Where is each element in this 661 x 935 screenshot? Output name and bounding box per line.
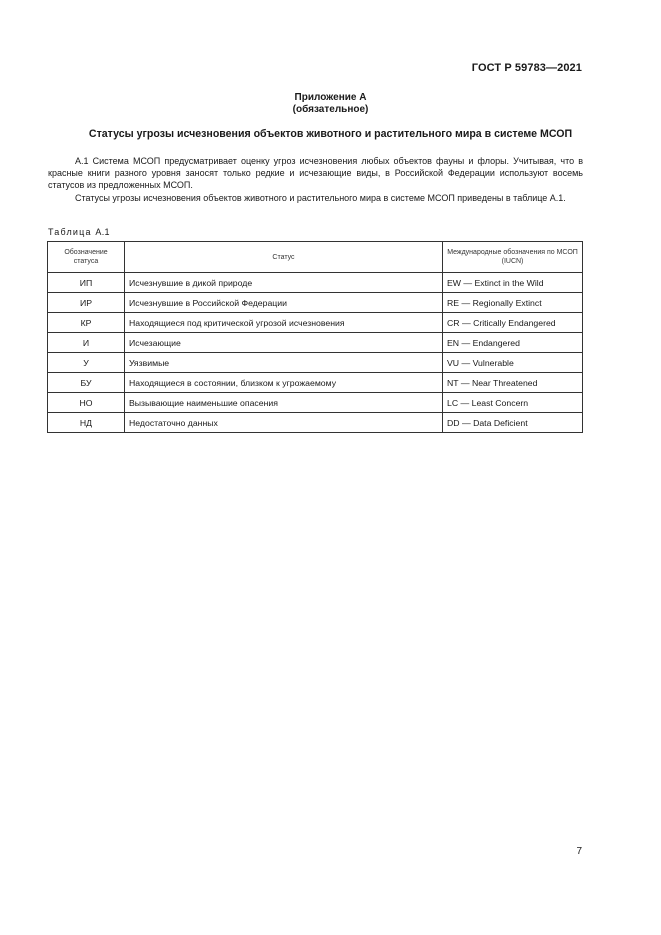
section-title: Статусы угрозы исчезновения объектов животного и растительного мира в системе МСОП [88, 128, 573, 140]
table-caption [48, 227, 110, 237]
status-name-cell: Недостаточно данных [125, 413, 443, 433]
status-name-cell: Уязвимые [125, 353, 443, 373]
status-code-cell: НО [48, 393, 125, 413]
iucn-code-cell: CR — Critically Endangered [443, 313, 583, 333]
paragraph: Статусы угрозы исчезновения объектов животного и растительного мира в системе МСОП приведены в таблице А.1. [75, 192, 566, 203]
annex-title: Приложение А [294, 92, 367, 103]
status-code-cell: НД [48, 413, 125, 433]
column-header-code: Обозначение статуса [48, 242, 125, 273]
iucn-code-cell: LC — Least Concern [443, 393, 583, 413]
table-caption-number: А.1 [95, 227, 110, 237]
body-text [48, 155, 583, 204]
table-row [48, 333, 583, 353]
status-name-cell: Находящиеся под критической угрозой исчезновения [125, 313, 443, 333]
iucn-code-cell: RE — Regionally Extinct [443, 293, 583, 313]
status-name-cell: Исчезнувшие в Российской Федерации [125, 293, 443, 313]
status-code-cell: И [48, 333, 125, 353]
table-header-row [48, 242, 583, 273]
table-row [48, 393, 583, 413]
status-table [47, 241, 583, 433]
annex-subtitle: (обязательное) [292, 104, 369, 115]
iucn-code-cell: VU — Vulnerable [443, 353, 583, 373]
table-row [48, 273, 583, 293]
table-row [48, 413, 583, 433]
status-name-cell: Вызывающие наименьшие опасения [125, 393, 443, 413]
page-number: 7 [576, 846, 582, 857]
status-code-cell: У [48, 353, 125, 373]
status-code-cell: ИР [48, 293, 125, 313]
status-name-cell: Исчезающие [125, 333, 443, 353]
iucn-code-cell: EN — Endangered [443, 333, 583, 353]
table-caption-word: Таблица [48, 227, 92, 237]
status-name-cell: Исчезнувшие в дикой природе [125, 273, 443, 293]
status-code-cell: КР [48, 313, 125, 333]
table-row [48, 313, 583, 333]
status-code-cell: БУ [48, 373, 125, 393]
paragraph: А.1 Система МСОП предусматривает оценку угроз исчезновения любых объектов фауны и флоры. Учитывая, что в красные книги разного уровня заносят только редкие и исчезающие виды, в Российской Федерации используют восемь статусов из предложенных МСОП. [48, 156, 583, 191]
table-row [48, 293, 583, 313]
column-header-status: Статус [125, 242, 443, 273]
iucn-code-cell: DD — Data Deficient [443, 413, 583, 433]
iucn-code-cell: NT — Near Threatened [443, 373, 583, 393]
table-row [48, 353, 583, 373]
status-code-cell: ИП [48, 273, 125, 293]
annex-heading [0, 92, 661, 116]
document-code: ГОСТ Р 59783—2021 [471, 62, 582, 74]
iucn-code-cell: EW — Extinct in the Wild [443, 273, 583, 293]
status-name-cell: Находящиеся в состоянии, близком к угрожаемому [125, 373, 443, 393]
table-row [48, 373, 583, 393]
column-header-iucn: Международные обозначения по МСОП (IUCN) [443, 242, 583, 273]
